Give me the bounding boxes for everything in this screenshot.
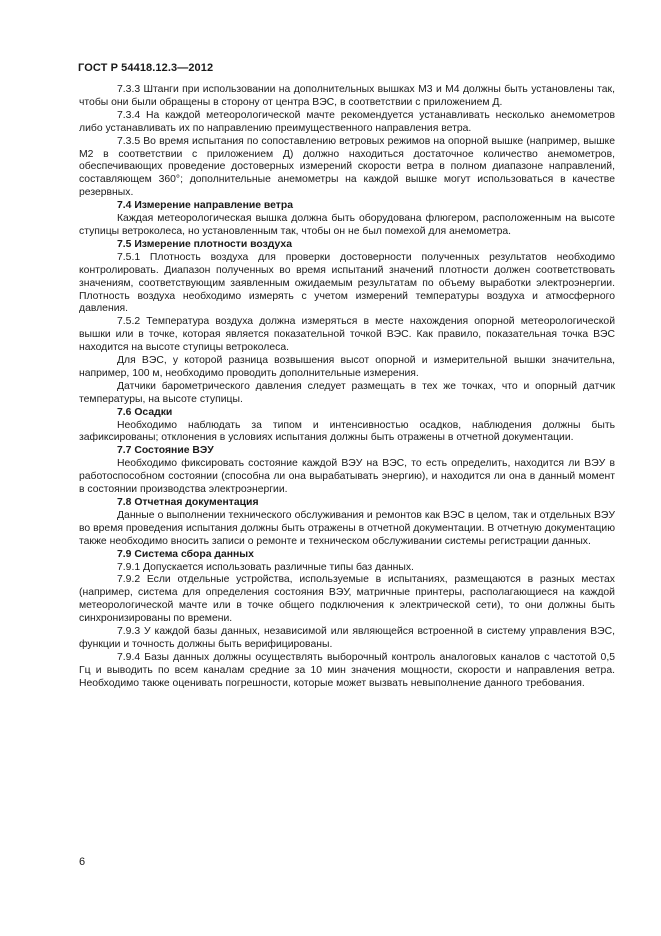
paragraph: 7.9.1 Допускается использовать различные типы баз данных.	[117, 561, 414, 573]
section-heading: 7.5 Измерение плотности воздуха	[117, 238, 292, 250]
paragraph: 7.9.2 Если отдельные устройства, используемые в испытаниях, размещаются в разных местах (например, система для определения состояния ВЭУ, матричные принтеры, располагающиеся на каждой метеорологической мачте или в точке общего подключения к электрической сети), то они должны быть синхронизированы по времени.	[79, 574, 615, 625]
document-body	[79, 84, 615, 691]
paragraph: 7.3.3 Штанги при использовании на дополнительных вышках М3 и М4 должны быть установлены так, чтобы они были обращены в сторону от центра ВЭС, в соответствии с приложением Д.	[79, 84, 615, 108]
section-heading: 7.9 Система сбора данных	[117, 548, 254, 560]
paragraph: 7.5.1 Плотность воздуха для проверки достоверности полученных результатов необходимо контролировать. Диапазон полученных во время испытаний значений плотности должен соответствовать значениям, соответствующим заявленным ожидаемым результатам по объему выработки электроэнергии. Плотность воздуха необходимо измерять с учетом измерений температуры воздуха и атмосферного давления.	[79, 251, 615, 315]
paragraph: Необходимо фиксировать состояние каждой ВЭУ на ВЭС, то есть определить, находится ли ВЭУ в работоспособном состоянии (способна ли она вырабатывать энергию), и находится ли она в данный момент в состоянии производства электроэнергии.	[79, 458, 615, 496]
section-heading: 7.7 Состояние ВЭУ	[117, 445, 214, 457]
paragraph: Каждая метеорологическая вышка должна быть оборудована флюгером, расположенным на высоте ступицы ветроколеса, но установленным так, чтобы он не был помехой для анемометра.	[79, 213, 615, 237]
paragraph: Необходимо наблюдать за типом и интенсивностью осадков, наблюдения должны быть зафиксированы; отклонения в условиях испытания должны быть отражены в отчетной документации.	[79, 419, 615, 444]
paragraph: 7.3.5 Во время испытания по сопоставлению ветровых режимов на опорной вышке (например, вышке М2 в соответствии с приложением Д) должно находиться достаточное количество анемометров, обеспечивающих проведение достоверных измерений скорости ветра в полном диапазоне направлений, составляющем 360°; дополнительные анемометры на каждой вышке могут использоваться в качестве резервных.	[79, 135, 615, 199]
section-heading: 7.4 Измерение направление ветра	[117, 200, 294, 212]
section-heading: 7.6 Осадки	[117, 406, 173, 418]
paragraph: 7.5.2 Температура воздуха должна измеряться в месте нахождения опорной метеорологической вышки или в точке, которая является показательной точкой ВЭС. Как правило, показательная точка ВЭС находится на высоте ступицы ветроколеса.	[79, 316, 615, 354]
paragraph: 7.3.4 На каждой метеорологической мачте рекомендуется устанавливать несколько анемометров либо устанавливать их по направлению преимущественного направления ветра.	[79, 109, 615, 134]
document-header: ГОСТ Р 54418.12.3—2012	[78, 62, 214, 74]
paragraph: Для ВЭС, у которой разница возвышения высот опорной и измерительной вышки значительна, например, 100 м, необходимо проводить дополнительные измерения.	[79, 355, 615, 379]
page-number: 6	[79, 856, 86, 868]
paragraph: Данные о выполнении технического обслуживания и ремонтов как ВЭС в целом, так и отдельных ВЭУ во время проведения испытания должны быть отражены в отчетной документации. В отчетную документацию также необходимо вносить записи о ремонте и техническом обслуживании системы регистрации данных.	[79, 509, 615, 547]
paragraph: 7.9.4 Базы данных должны осуществлять выборочный контроль аналоговых каналов с частотой 0,5 Гц и выводить по всем каналам средние за 10 мин значения мощности, скорости и направления ветра. Необходимо также оценивать погрешности, которые может вызвать невыполнение данного требования.	[79, 651, 615, 689]
paragraph: 7.9.3 У каждой базы данных, независимой или являющейся встроенной в систему управления ВЭС, функции и точность должны быть верифицированы.	[79, 626, 615, 650]
section-heading: 7.8 Отчетная документация	[117, 497, 259, 508]
paragraph: Датчики барометрического давления следует размещать в тех же точках, что и опорный датчик температуры, на высоте ступицы.	[79, 380, 615, 405]
